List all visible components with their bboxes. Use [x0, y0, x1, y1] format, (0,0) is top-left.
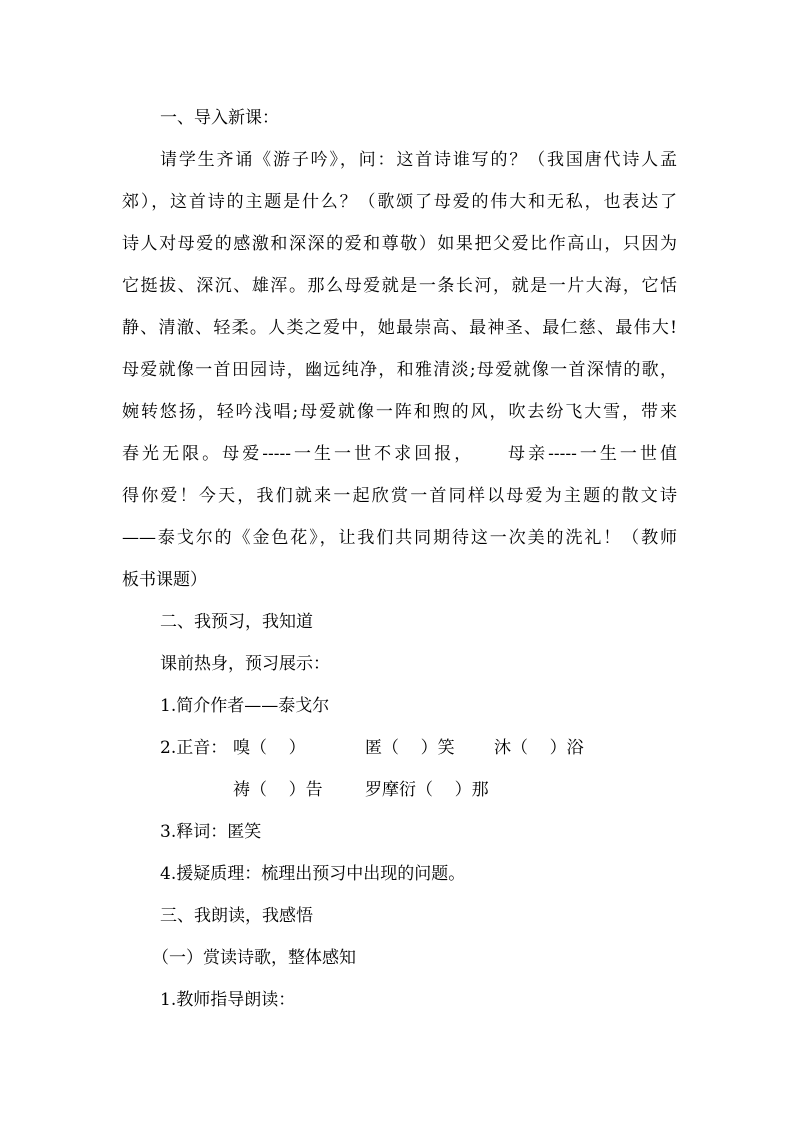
- pronunciation-word: 罗摩衍（ ）那: [365, 780, 489, 800]
- paragraph-line: 郊），这首诗的主题是什么？（歌颂了母爱的伟大和无私，也表达了: [122, 192, 677, 212]
- list-item-definition: 3.释词：匿笑: [160, 822, 262, 842]
- paragraph-line: 诗人对母爱的感激和深深的爱和尊敬）如果把父爱比作高山，只因为: [122, 234, 677, 254]
- paragraph-line: 婉转悠扬，轻吟浅唱;母爱就像一阵和煦的风，吹去纷飞大雪，带来: [122, 402, 677, 422]
- section-heading-reading: 三、我朗读，我感悟: [160, 906, 313, 926]
- list-item-guided-reading: 1.教师指导朗读：: [160, 990, 296, 1010]
- list-item-author: 1.简介作者——泰戈尔: [160, 696, 330, 716]
- paragraph-line: 板书课题）: [122, 570, 207, 590]
- section-heading-intro: 一、导入新课：: [160, 108, 279, 128]
- paragraph-line: 母爱就像一首田园诗，幽远纯净，和雅清淡;母爱就像一首深情的歌，: [122, 360, 677, 380]
- paragraph-line: 春光无限。母爱-----一生一世不求回报， 母亲-----一生一世值: [122, 444, 677, 464]
- paragraph-line: ——泰戈尔的《金色花》，让我们共同期待这一次美的洗礼！（教师: [122, 528, 677, 548]
- list-item-questions: 4.援疑质理：梳理出预习中出现的问题。: [160, 864, 466, 884]
- section-heading-preview: 二、我预习，我知道: [160, 612, 313, 632]
- list-item-pronunciation-label: 2.正音：: [160, 738, 228, 758]
- paragraph-line: 它挺拔、深沉、雄浑。那么母爱就是一条长河，就是一片大海，它恬: [122, 276, 677, 296]
- pronunciation-word: 嗅（ ）: [233, 738, 306, 758]
- pronunciation-word: 沐（ ）浴: [494, 738, 584, 758]
- paragraph-line: 请学生齐诵《游子吟》，问：这首诗谁写的？（我国唐代诗人孟: [160, 150, 677, 170]
- paragraph-line: 静、清澈、轻柔。人类之爱中，她最崇高、最神圣、最仁慈、最伟大!: [122, 318, 677, 338]
- paragraph-line: 得你爱！今天，我们就来一起欣赏一首同样以母爱为主题的散文诗: [122, 486, 677, 506]
- pronunciation-word: 祷（ ）告: [233, 780, 323, 800]
- subsection-heading: （一）赏读诗歌，整体感知: [152, 948, 356, 968]
- pronunciation-word: 匿（ ）笑: [365, 738, 455, 758]
- preview-intro: 课前热身，预习展示：: [160, 654, 330, 674]
